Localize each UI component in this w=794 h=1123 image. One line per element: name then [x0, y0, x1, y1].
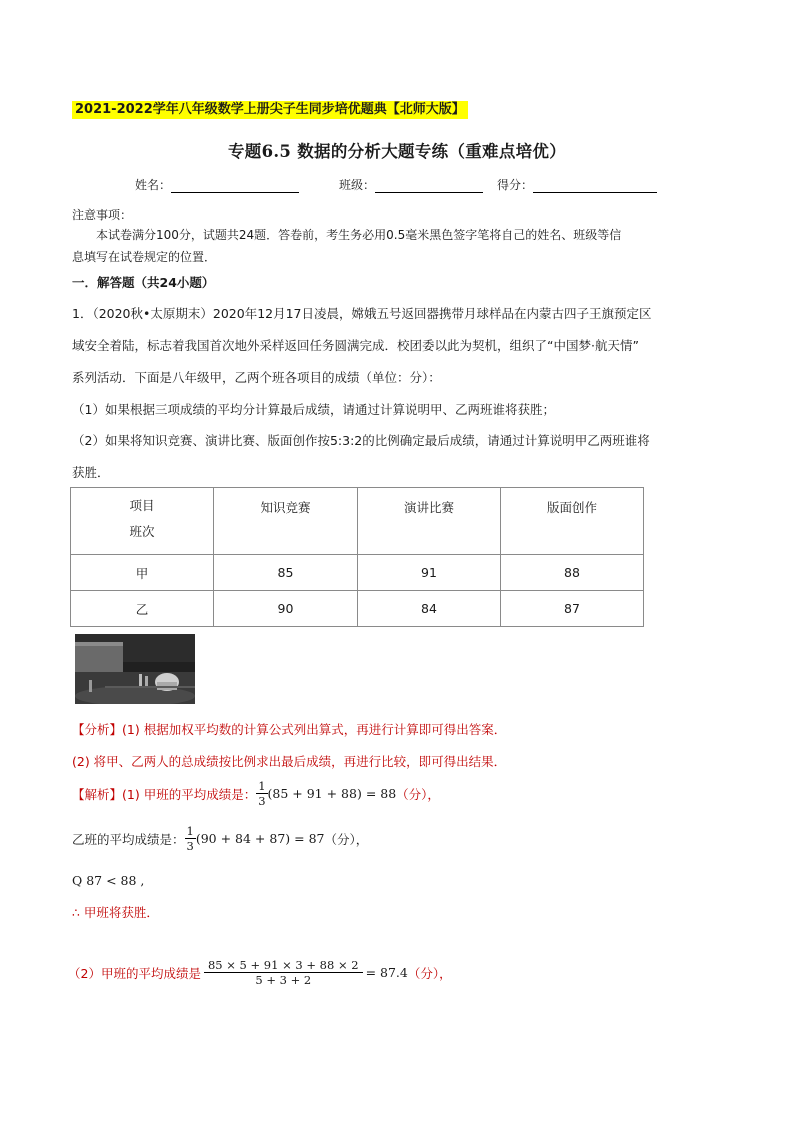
- notice-line-1: 本试卷满分100分，试题共24题．答卷前，考生务必用0.5毫米黑色签字笔将自己的姓名、班级等信: [96, 228, 622, 242]
- table-header-row: [71, 488, 644, 555]
- question-1-line-1: 1．（2020秋•太原期末）2020年12月17日凌晨，嫦娥五号返回器携带月球样品在内蒙古四子王旗预定区: [72, 306, 652, 321]
- document-title: 专题6.5 数据的分析大题专练（重难点培优）: [227, 142, 567, 161]
- name-label: 姓名：: [135, 178, 172, 192]
- solution-line-yi: 乙班的平均成绩是： $\frac{1}{3}$ (90 + 84 + 87) = 87（分），: [72, 824, 369, 853]
- section-title: 一．解答题（共24小题）: [72, 275, 215, 290]
- table-col-header: 演讲比赛: [358, 488, 501, 555]
- table-row-label: 甲: [71, 555, 214, 591]
- analysis-tag: 【分析】: [72, 722, 123, 737]
- class-field[interactable]: [339, 176, 483, 193]
- table-cell: 85: [214, 555, 358, 591]
- fraction-one-third: $\frac{1}{3}$: [186, 824, 194, 853]
- name-field[interactable]: [135, 176, 299, 193]
- photo-illustration: [75, 634, 195, 704]
- table-cell: 87: [501, 591, 644, 627]
- question-1-part-1: （1）如果根据三项成绩的平均分计算最后成绩，请通过计算说明甲、乙两班谁将获胜；: [72, 402, 555, 417]
- series-title: 2021-2022学年八年级数学上册尖子生同步培优题典【北师大版】: [72, 101, 468, 119]
- analysis-line-1: 【分析】(1) 根据加权平均数的计算公式列出算式，再进行计算即可得出答案．: [72, 722, 507, 737]
- score-label: 得分：: [497, 178, 534, 192]
- score-field[interactable]: [497, 176, 657, 193]
- name-blank[interactable]: [171, 178, 299, 193]
- table-row-label: 乙: [71, 591, 214, 627]
- table-cell: 91: [358, 555, 501, 591]
- fraction-one-third: $\frac{1}{3}$: [258, 779, 266, 808]
- class-blank[interactable]: [375, 178, 483, 193]
- solution-line-jia: 【解析】(1) 甲班的平均成绩是： $\frac{1}{3}$ (85 + 91 + 88) = 88（分），: [72, 779, 440, 808]
- solution-compare: Q 87 < 88 ,: [72, 873, 145, 888]
- table-corner-bottom: 班次: [129, 524, 155, 539]
- table-col-header: 知识竞赛: [214, 488, 358, 555]
- table-corner-cell: [71, 488, 214, 555]
- solution-conclusion: ∴ 甲班将获胜．: [72, 905, 159, 920]
- question-1-line-3: 系列活动．下面是八年级甲，乙两个班各项目的成绩（单位：分）：: [72, 370, 441, 385]
- table-col-header: 版面创作: [501, 488, 644, 555]
- landing-photo: [75, 634, 195, 704]
- weighted-average-fraction: $\frac{85 \times 5 + 91 \times 3 + 88 \times 2}{5 + 3 + 2}$: [204, 958, 363, 987]
- table-row: [71, 555, 644, 591]
- class-label: 班级：: [339, 178, 376, 192]
- question-1-part-2-line-2: 获胜．: [72, 465, 110, 480]
- table-cell: 84: [358, 591, 501, 627]
- table-corner-top: 项目: [129, 498, 155, 513]
- score-table: [70, 487, 644, 627]
- table-cell: 88: [501, 555, 644, 591]
- notice-line-2: 息填写在试卷规定的位置．: [72, 250, 217, 264]
- question-1-part-2-line-1: （2）如果将知识竞赛、演讲比赛、版面创作按5:3:2的比例确定最后成绩，请通过计算说明甲乙两班谁将: [72, 433, 650, 448]
- solution-part-2: （2）甲班的平均成绩是 $\frac{85 \times 5 + 91 \times 3 + 88 \times 2}{5 + 3 + 2}$ = 87.4（分），: [68, 958, 452, 987]
- student-info-row: [0, 176, 794, 196]
- question-1-line-2: 域安全着陆，标志着我国首次地外采样返回任务圆满完成．校团委以此为契机，组织了“中国梦·航天情”: [72, 338, 639, 353]
- flag-shape: [75, 642, 123, 672]
- solution-tag: 【解析】: [72, 786, 123, 802]
- notice-title: 注意事项：: [72, 208, 133, 222]
- analysis-line-2: (2) 将甲、乙两人的总成绩按比例求出最后成绩，再进行比较，即可得出结果．: [72, 754, 507, 769]
- score-blank[interactable]: [533, 178, 657, 193]
- table-row: [71, 591, 644, 627]
- table-cell: 90: [214, 591, 358, 627]
